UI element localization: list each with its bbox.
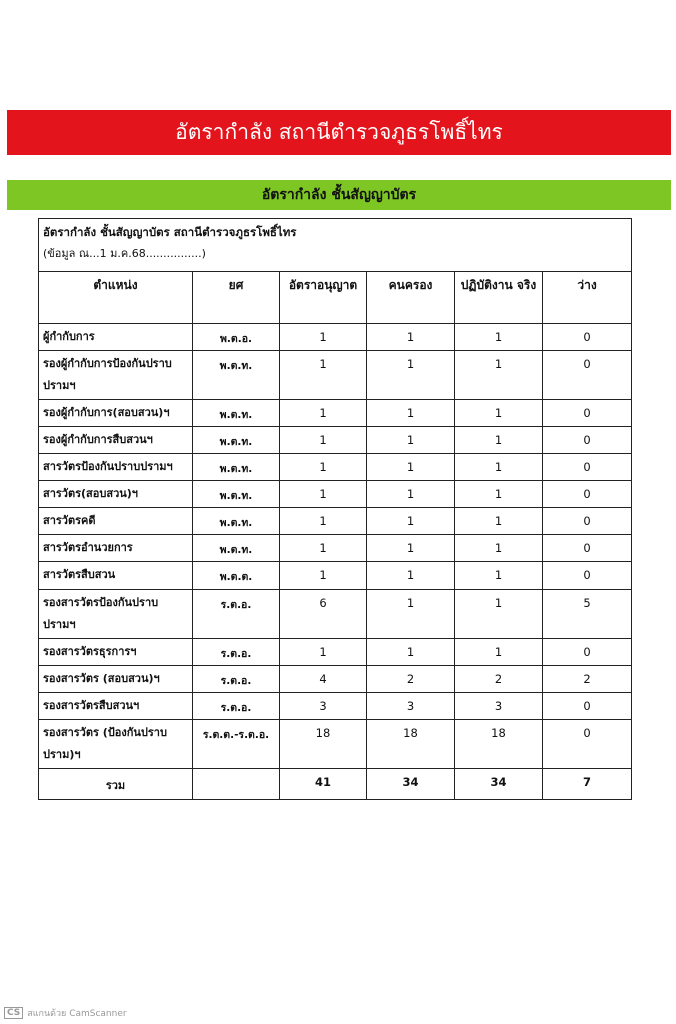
table-row xyxy=(39,454,632,481)
vacant-cell: 0 xyxy=(543,535,632,562)
position-cell: รวม xyxy=(39,769,193,800)
occupied-cell: 18 xyxy=(367,720,455,769)
occupied-cell: 1 xyxy=(367,639,455,666)
table-row xyxy=(39,693,632,720)
occupied-cell: 1 xyxy=(367,481,455,508)
authorized-cell: 1 xyxy=(280,324,367,351)
authorized-cell: 1 xyxy=(280,639,367,666)
position-cell: สารวัตร(สอบสวน)ฯ xyxy=(39,481,193,508)
table-row xyxy=(39,639,632,666)
vacant-cell: 0 xyxy=(543,693,632,720)
vacant-cell: 0 xyxy=(543,400,632,427)
actual-cell: 1 xyxy=(455,639,543,666)
vacant-cell: 0 xyxy=(543,324,632,351)
authorized-cell: 1 xyxy=(280,427,367,454)
rank-cell: พ.ต.ท. xyxy=(193,400,280,427)
authorized-cell: 6 xyxy=(280,590,367,639)
actual-cell: 18 xyxy=(455,720,543,769)
occupied-cell: 1 xyxy=(367,351,455,400)
position-cell: รองผู้กำกับการ(สอบสวน)ฯ xyxy=(39,400,193,427)
vacant-cell: 0 xyxy=(543,427,632,454)
camscanner-logo-icon: CS xyxy=(4,1007,23,1019)
position-cell: รองผู้กำกับการป้องกันปราบปรามฯ xyxy=(39,351,193,400)
main-title-banner xyxy=(7,110,671,155)
occupied-cell: 34 xyxy=(367,769,455,800)
camscanner-watermark xyxy=(4,1006,127,1020)
actual-cell: 1 xyxy=(455,351,543,400)
vacant-cell: 0 xyxy=(543,720,632,769)
authorized-cell: 1 xyxy=(280,535,367,562)
rank-cell: พ.ต.ท. xyxy=(193,351,280,400)
occupied-cell: 1 xyxy=(367,508,455,535)
watermark-text: สแกนด้วย CamScanner xyxy=(27,1009,127,1019)
section-title: อัตรากำลัง ชั้นสัญญาบัตร xyxy=(261,187,417,203)
vacant-cell: 0 xyxy=(543,562,632,590)
rank-cell: ร.ต.อ. xyxy=(193,639,280,666)
rank-cell xyxy=(193,769,280,800)
occupied-cell: 1 xyxy=(367,400,455,427)
actual-cell: 1 xyxy=(455,400,543,427)
column-header: ตำแหน่ง xyxy=(39,272,193,324)
actual-cell: 1 xyxy=(455,324,543,351)
vacant-cell: 0 xyxy=(543,639,632,666)
actual-cell: 1 xyxy=(455,481,543,508)
position-cell: รองสารวัตร (ป้องกันปราบปราม)ฯ xyxy=(39,720,193,769)
rank-cell: ร.ต.อ. xyxy=(193,693,280,720)
table-row xyxy=(39,720,632,769)
position-cell: สารวัตรคดี xyxy=(39,508,193,535)
column-header: คนครอง xyxy=(367,272,455,324)
authorized-cell: 1 xyxy=(280,508,367,535)
table-row xyxy=(39,427,632,454)
main-title: อัตรากำลัง สถานีตำรวจภูธรโพธิ์ไทร xyxy=(175,120,503,144)
rank-cell: พ.ต.ท. xyxy=(193,508,280,535)
table-row xyxy=(39,562,632,590)
actual-cell: 1 xyxy=(455,590,543,639)
table-row xyxy=(39,535,632,562)
vacant-cell: 0 xyxy=(543,508,632,535)
rank-cell: ร.ต.อ. xyxy=(193,590,280,639)
actual-cell: 1 xyxy=(455,508,543,535)
actual-cell: 34 xyxy=(455,769,543,800)
authorized-cell: 1 xyxy=(280,351,367,400)
actual-cell: 1 xyxy=(455,427,543,454)
occupied-cell: 1 xyxy=(367,454,455,481)
position-cell: สารวัตรสืบสวน xyxy=(39,562,193,590)
position-cell: สารวัตรอำนวยการ xyxy=(39,535,193,562)
rank-cell: พ.ต.ท. xyxy=(193,481,280,508)
section-title-banner xyxy=(7,180,671,210)
authorized-cell: 18 xyxy=(280,720,367,769)
rank-cell: พ.ต.ท. xyxy=(193,427,280,454)
vacant-cell: 0 xyxy=(543,481,632,508)
authorized-cell: 4 xyxy=(280,666,367,693)
authorized-cell: 41 xyxy=(280,769,367,800)
vacant-cell: 2 xyxy=(543,666,632,693)
vacant-cell: 7 xyxy=(543,769,632,800)
table-row xyxy=(39,666,632,693)
table-row xyxy=(39,481,632,508)
actual-cell: 1 xyxy=(455,454,543,481)
authorized-cell: 3 xyxy=(280,693,367,720)
column-header: อัตราอนุญาต xyxy=(280,272,367,324)
occupied-cell: 1 xyxy=(367,535,455,562)
table-row xyxy=(39,508,632,535)
column-header: ว่าง xyxy=(543,272,632,324)
column-header: ปฏิบัติงาน จริง xyxy=(455,272,543,324)
authorized-cell: 1 xyxy=(280,454,367,481)
occupied-cell: 3 xyxy=(367,693,455,720)
position-cell: รองสารวัตรธุรการฯ xyxy=(39,639,193,666)
table-row xyxy=(39,324,632,351)
position-cell: รองผู้กำกับการสืบสวนฯ xyxy=(39,427,193,454)
vacant-cell: 0 xyxy=(543,454,632,481)
position-cell: รองสารวัตรป้องกันปราบปรามฯ xyxy=(39,590,193,639)
rank-cell: พ.ต.ท. xyxy=(193,454,280,481)
table-row xyxy=(39,590,632,639)
occupied-cell: 1 xyxy=(367,427,455,454)
rank-cell: ร.ต.ต.-ร.ต.อ. xyxy=(193,720,280,769)
rank-cell: พ.ต.ท. xyxy=(193,535,280,562)
authorized-cell: 1 xyxy=(280,481,367,508)
occupied-cell: 1 xyxy=(367,590,455,639)
staffing-table xyxy=(38,218,632,800)
actual-cell: 2 xyxy=(455,666,543,693)
actual-cell: 1 xyxy=(455,562,543,590)
total-row xyxy=(39,769,632,800)
actual-cell: 1 xyxy=(455,535,543,562)
occupied-cell: 2 xyxy=(367,666,455,693)
authorized-cell: 1 xyxy=(280,400,367,427)
table-row xyxy=(39,400,632,427)
position-cell: รองสารวัตร (สอบสวน)ฯ xyxy=(39,666,193,693)
rank-cell: ร.ต.อ. xyxy=(193,666,280,693)
position-cell: รองสารวัตรสืบสวนฯ xyxy=(39,693,193,720)
occupied-cell: 1 xyxy=(367,562,455,590)
vacant-cell: 5 xyxy=(543,590,632,639)
authorized-cell: 1 xyxy=(280,562,367,590)
table-caption xyxy=(39,219,632,272)
vacant-cell: 0 xyxy=(543,351,632,400)
rank-cell: พ.ต.ต. xyxy=(193,562,280,590)
actual-cell: 3 xyxy=(455,693,543,720)
column-header: ยศ xyxy=(193,272,280,324)
position-cell: สารวัตรป้องกันปราบปรามฯ xyxy=(39,454,193,481)
caption-title: อัตรากำลัง ชั้นสัญญาบัตร สถานีตำรวจภูธรโพธิ์ไทร xyxy=(43,225,297,239)
occupied-cell: 1 xyxy=(367,324,455,351)
position-cell: ผู้กำกับการ xyxy=(39,324,193,351)
rank-cell: พ.ต.อ. xyxy=(193,324,280,351)
caption-date: (ข้อมูล ณ...1 ม.ค.68................) xyxy=(43,247,206,260)
table-row xyxy=(39,351,632,400)
